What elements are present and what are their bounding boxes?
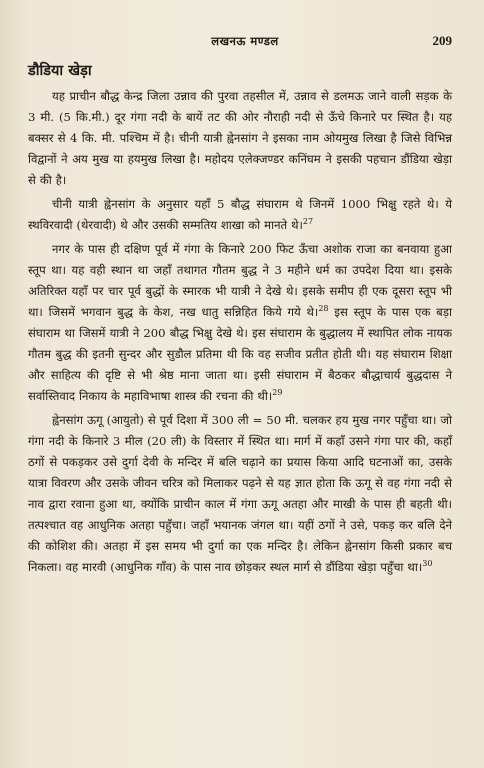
paragraph-3-continuation: इस स्तूप के पास एक बड़ा संघाराम था जिसमें यात्री ने 200 बौद्ध भिक्षु देखे थे। इस संघाराम के बुद्धालय में स्थापित लोक नायक गौतम बुद्ध की इतनी सुन्दर और सुडौल प्रतिमा थी कि वह सजीव प्रतीत होती थी। यह संघाराम शिक्षा और साहित्य की दृष्टि से भी श्रेष्ठ माना जाता था। इसी संघाराम में बैठकर बौद्धाचार्य बुद्धदास ने सर्वास्तिवाद निकाय के महाविभाषा शास्त्र की रचना की थी। bbox=[28, 305, 452, 403]
footnote-ref-27: 27 bbox=[302, 217, 314, 227]
footnote-ref-28: 28 bbox=[318, 304, 329, 314]
paragraph-3 bbox=[28, 239, 452, 407]
paragraph-1 bbox=[28, 86, 452, 191]
footnote-ref-29: 29 bbox=[272, 388, 283, 398]
paragraph-3-text: नगर के पास ही दक्षिण पूर्व में गंगा के किनारे 200 फिट ऊँचा अशोक राजा का बनवाया हुआ स्तूप था। यह वही स्थान था जहाँ तथागत गौतम बुद्ध ने 3 महीने धर्म का उपदेश दिया था। इसके अतिरिक्त यहाँ पर चार पूर्व बुद्धों के स्मारक भी यात्री ने देखे थे। इसके समीप ही एक दूसरा स्तूप भी था। जिसमें भगवान बुद्ध के केश, नख धातु सन्निहित किये गये थे। bbox=[28, 242, 452, 319]
paragraph-2-text: चीनी यात्री ह्वेनसांग के अनुसार यहाँ 5 बौद्ध संघाराम थे जिनमें 1000 भिक्षु रहते थे। ये स्थविरवादी (थेरवादी) थे और उसकी सम्मतिय शाखा को मानते थे। bbox=[28, 197, 452, 232]
paragraph-1-text: यह प्राचीन बौद्ध केन्द्र जिला उन्नाव की पुरवा तहसील में, उन्नाव से डलमऊ जाने वाली सड़क के 3 मी. (5 कि.मी.) दूर गंगा नदी के बायें तट की ओर नौराही नदी से ऊँचे किनारे पर स्थित है। यह बक्सर से 4 कि. मी. पश्चिम में है। चीनी यात्री ह्वेनसांग ने इसका नाम ओयमुख लिखा है जिसे विभिन्न विद्वानों ने अय मुख या हयमुख लिखा है। महोदय एलेक्जण्डर कनिंघम ने इसकी पहचान डौंडिया खेड़ा से की है। bbox=[28, 89, 452, 187]
footnote-ref-30: 30 bbox=[422, 559, 433, 569]
page-number: 209 bbox=[432, 33, 452, 48]
page-header bbox=[30, 34, 460, 52]
page-content bbox=[28, 62, 452, 581]
running-head: लखनऊ मण्डल bbox=[211, 34, 279, 48]
section-heading: डौडिया खेड़ा bbox=[28, 62, 92, 79]
paragraph-4 bbox=[28, 410, 452, 578]
paragraph-4-text: ह्वेनसांग ऊगू (आयुतो) से पूर्व दिशा में 300 ली = 50 मी. चलकर हय मुख नगर पहुँचा था। जो गंगा नदी के किनारे 3 मील (20 ली) के विस्तार में स्थित था। मार्ग में कहाँ उसने गंगा पार की, कहाँ ठगों से पकड़कर उसे दुर्गा देवी के मन्दिर में बलि चढ़ाने का प्रयास किया आदि घटनाओं का, उसके यात्रा विवरण और उसके जीवन चरित्र को मिलाकर पढ़ने से यह ज्ञात होता कि ऊगू से वह गंगा नदी से नाव द्वारा रवाना हुआ था, क्योंकि प्राचीन काल में गंगा ऊगू अतहा और माखी के पास ही बहती थी। तत्पश्चात वह आधुनिक अतहा पहुँचा। जहाँ भयानक जंगल था। यहीं ठगों ने उसे, पकड़ कर बलि देने की कोशिश की। अतहा में इस समय भी दुर्गा का एक मन्दिर है। लेकिन ह्वेनसांग किसी प्रकार बच निकला। वह मारवी (आधुनिक गाँव) के पास नाव छोड़कर स्थल मार्ग से डौंडिया खेड़ा पहुँचा था। bbox=[28, 413, 452, 574]
paragraph-2 bbox=[28, 194, 452, 236]
